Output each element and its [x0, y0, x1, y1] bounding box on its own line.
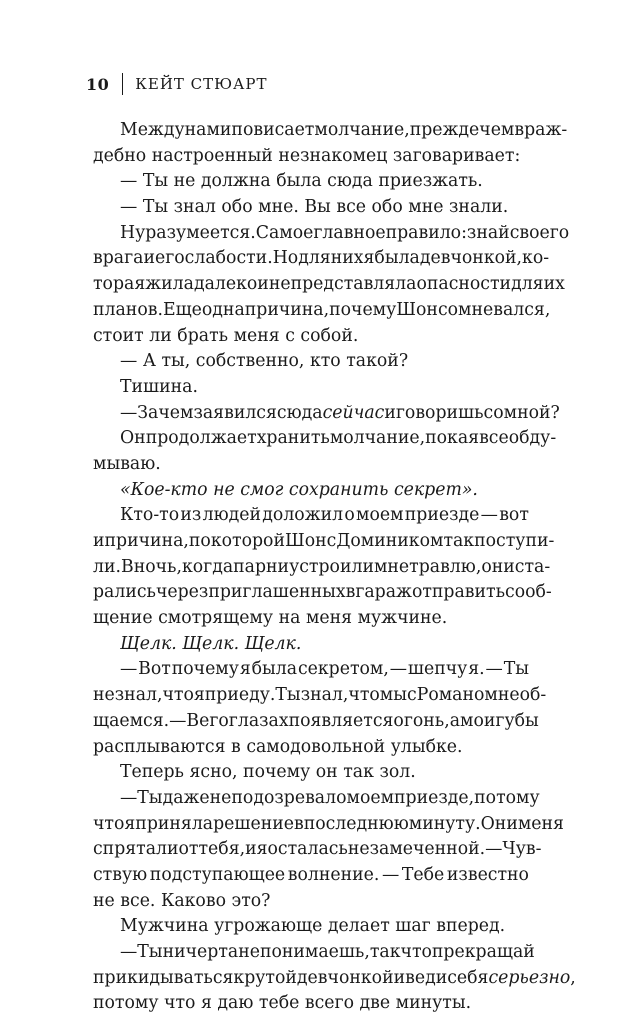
word: ствую — [93, 864, 148, 885]
text-line — [93, 709, 539, 735]
word: приезде, — [394, 787, 475, 808]
word: все — [336, 197, 366, 218]
word: я — [363, 248, 375, 269]
word: была — [251, 659, 298, 680]
word: Мужчина — [120, 916, 209, 937]
word: — — [120, 351, 138, 372]
word: Тебе — [401, 864, 445, 885]
text-line — [93, 683, 547, 709]
word: подступающее — [149, 864, 286, 885]
word: собственно, — [195, 351, 305, 372]
word: я — [239, 659, 251, 680]
word: о — [344, 505, 355, 526]
word: — — [485, 839, 503, 860]
word: его — [199, 710, 229, 731]
word: это? — [231, 890, 271, 911]
word: обо — [371, 197, 403, 218]
word: ясно, — [189, 762, 238, 783]
word: должна — [200, 171, 271, 192]
word: молчание, — [329, 428, 426, 449]
word: собой. — [300, 325, 359, 346]
word: щаемся. — [93, 710, 170, 731]
word: стоит — [93, 325, 144, 346]
word: сомневался, — [437, 299, 551, 320]
word: что — [400, 942, 432, 962]
word: В — [121, 556, 134, 577]
text-line — [93, 632, 529, 658]
word: далеко — [193, 274, 258, 295]
word: глазах — [228, 710, 289, 731]
word: они — [481, 556, 515, 577]
word: мне — [373, 556, 410, 577]
word: не — [213, 479, 235, 500]
word: Чув- — [502, 839, 542, 860]
word: Но — [272, 248, 299, 269]
word: я — [193, 685, 205, 706]
word: почему — [171, 659, 239, 680]
word: была — [276, 171, 322, 192]
word: сейчас — [322, 402, 385, 423]
page-number: 10 — [86, 74, 110, 94]
word: главное — [313, 222, 386, 243]
word: отправить — [411, 582, 506, 603]
word: вперед. — [436, 916, 506, 937]
word: всего — [304, 993, 354, 1014]
word: тебе — [258, 993, 300, 1014]
word: огонь, — [393, 710, 450, 731]
word: Еще — [162, 299, 202, 320]
word: черта — [185, 942, 239, 962]
word: ко- — [522, 248, 550, 269]
word: врага — [93, 248, 144, 269]
word: об- — [519, 685, 547, 706]
text-line — [93, 349, 529, 375]
text-line — [93, 837, 542, 863]
text-line — [93, 555, 551, 581]
word: враж- — [514, 120, 568, 140]
word: — — [485, 659, 503, 680]
word: сюда — [276, 402, 323, 423]
word: Каково — [160, 890, 226, 911]
text-line — [93, 863, 529, 889]
word: не — [93, 685, 115, 706]
word: тебя, — [198, 839, 246, 860]
word: доложил — [262, 505, 344, 526]
word: понимаешь, — [259, 942, 370, 962]
word: почему — [243, 762, 311, 783]
text-line — [93, 452, 529, 478]
word: их — [543, 274, 565, 295]
word: я. — [468, 659, 485, 680]
word: Ты — [137, 942, 163, 962]
word: не — [497, 685, 520, 706]
word: заговаривает: — [392, 145, 521, 166]
word: ли — [149, 325, 172, 346]
word: пока — [425, 428, 469, 449]
word: щение — [93, 608, 153, 629]
word: Ты — [137, 787, 163, 808]
word: торая — [93, 274, 146, 295]
word: — — [120, 197, 138, 218]
word: представляла — [290, 274, 417, 295]
author-name: КЕЙТ СТЮАРТ — [135, 75, 268, 93]
word: почему — [329, 299, 397, 320]
word: говоришь — [395, 402, 484, 423]
word: прикидываться — [93, 967, 234, 988]
word: была — [374, 248, 420, 269]
word: а — [449, 710, 461, 731]
word: А — [142, 351, 156, 372]
word: Ты — [503, 659, 529, 680]
word: своего — [509, 222, 570, 243]
word: прекращай — [431, 942, 535, 962]
word: шепчу — [407, 659, 468, 680]
text-line — [93, 246, 550, 272]
word: расплываются — [93, 736, 226, 757]
word: Ты — [142, 197, 169, 218]
word: Они — [480, 813, 518, 834]
word: что — [164, 993, 196, 1014]
word: мужчине. — [357, 608, 448, 629]
word: опасности — [416, 274, 512, 295]
word: правило: — [385, 222, 467, 243]
word: минуты. — [395, 993, 472, 1014]
word: минуту. — [408, 813, 481, 834]
text-line — [93, 529, 555, 555]
text-line — [93, 118, 568, 144]
word: Ты — [142, 171, 169, 192]
word: даю — [217, 993, 254, 1014]
word: «Кое-кто — [120, 479, 208, 500]
text-line — [93, 657, 529, 683]
word: знали. — [449, 197, 509, 218]
word: которой — [210, 531, 285, 551]
word: известно — [446, 864, 529, 885]
text-line — [93, 940, 535, 966]
word: парни — [233, 556, 290, 577]
word: в — [345, 582, 356, 603]
word: появляется — [288, 710, 394, 731]
word: он — [315, 762, 338, 783]
word: и — [93, 531, 105, 551]
word: незамеченной. — [347, 839, 486, 860]
word: я — [124, 813, 136, 834]
text-line — [93, 914, 529, 940]
word: меня — [517, 813, 564, 834]
word: крутой — [233, 967, 297, 988]
word: и — [245, 839, 257, 860]
word: секретом, — [297, 659, 389, 680]
word: секрет». — [393, 479, 478, 500]
word: приеду. — [204, 685, 276, 706]
word: Ну — [120, 222, 146, 243]
text-line — [93, 375, 529, 401]
word: слабости. — [184, 248, 273, 269]
word: по — [188, 531, 211, 551]
text-line — [93, 580, 552, 606]
word: решение — [213, 813, 294, 834]
word: ста- — [514, 556, 551, 577]
text-line — [93, 889, 529, 915]
word: все. — [120, 890, 156, 911]
word: , — [570, 967, 576, 988]
word: веди — [405, 967, 448, 988]
word: с — [407, 685, 417, 706]
word: — — [389, 659, 408, 680]
word: причина, — [104, 531, 189, 551]
text-line — [93, 606, 529, 632]
word: так — [443, 531, 475, 551]
word: его — [154, 248, 185, 269]
word: приезде — [404, 505, 480, 526]
text-line — [93, 298, 551, 324]
word: разумеется. — [145, 222, 256, 243]
word: от — [178, 839, 199, 860]
word: — — [120, 787, 138, 808]
body-text — [93, 118, 576, 1017]
word: заявился — [193, 402, 277, 423]
word: — — [120, 659, 138, 680]
word: так — [343, 762, 374, 783]
word: на — [278, 608, 301, 629]
word: жила — [145, 274, 194, 295]
word: Щелк. — [120, 633, 177, 654]
word: улыбке. — [390, 736, 463, 757]
word: Домиником — [336, 531, 444, 551]
word: молчание, — [314, 120, 410, 140]
word: не — [238, 942, 260, 962]
word: приезжать. — [378, 171, 483, 192]
word: мной? — [503, 402, 560, 423]
word: Теперь — [120, 762, 184, 783]
word: себя — [447, 967, 489, 988]
word: продолжает — [145, 428, 257, 449]
word: смог — [240, 479, 284, 500]
word: последнюю — [303, 813, 409, 834]
word: все — [479, 428, 509, 449]
word: подозревал — [231, 787, 337, 808]
word: потому — [93, 993, 159, 1014]
word: Щелк. — [182, 633, 240, 654]
word: вот — [499, 505, 529, 526]
word: Тишина. — [120, 376, 198, 397]
word: меня — [233, 325, 280, 346]
word: Ты — [275, 685, 301, 706]
word: сюда — [327, 171, 373, 192]
word: сооб- — [505, 582, 552, 603]
word: и — [384, 402, 396, 423]
text-line — [93, 221, 570, 247]
word: одна — [201, 299, 245, 320]
text-line — [93, 966, 576, 992]
word: смотрящему — [158, 608, 274, 629]
word: обду- — [508, 428, 557, 449]
word: рались — [93, 582, 156, 603]
word: и — [143, 248, 155, 269]
word: и — [257, 274, 269, 295]
text-line — [93, 786, 540, 812]
word: устроили — [289, 556, 374, 577]
word: Самое — [255, 222, 314, 243]
word: о — [336, 787, 347, 808]
text-line — [93, 401, 560, 427]
word: В — [186, 710, 200, 731]
word: брать — [177, 325, 229, 346]
word: волнение. — [287, 864, 380, 885]
word: незнакомец — [278, 145, 388, 166]
word: чем — [479, 120, 515, 140]
word: знай — [466, 222, 510, 243]
word: и — [393, 967, 406, 988]
word: моем — [356, 505, 404, 526]
word: — — [382, 864, 400, 885]
word: я — [256, 839, 268, 860]
word: них — [330, 248, 364, 269]
word: Шон — [396, 299, 438, 320]
word: сохранить — [288, 479, 389, 500]
word: — — [480, 505, 498, 526]
word: мне — [408, 197, 444, 218]
word: ночь, — [133, 556, 182, 577]
word: знал, — [300, 685, 349, 706]
text-line — [93, 503, 529, 529]
word: не — [173, 171, 196, 192]
text-line — [93, 991, 529, 1017]
word: гараж — [355, 582, 412, 603]
word: травлю, — [409, 556, 482, 577]
word: Романом — [416, 685, 498, 706]
word: планов. — [93, 299, 163, 320]
word: что — [162, 685, 194, 706]
text-line — [93, 144, 529, 170]
text-line — [93, 812, 564, 838]
word: я — [468, 428, 480, 449]
word: поступи- — [474, 531, 555, 551]
word: кто — [309, 351, 341, 372]
running-header — [86, 72, 268, 96]
word: хранить — [256, 428, 330, 449]
word: такой? — [346, 351, 409, 372]
text-line — [93, 478, 529, 504]
word: знал — [173, 197, 216, 218]
word: Он — [120, 428, 146, 449]
word: губы — [495, 710, 539, 731]
word: прежде — [409, 120, 480, 140]
word: что — [348, 685, 380, 706]
word: настроенный — [151, 145, 273, 166]
word: в — [231, 736, 241, 757]
word: в — [293, 813, 304, 834]
word: нами — [184, 120, 232, 140]
word: самодовольной — [246, 736, 386, 757]
text-line — [93, 169, 529, 195]
word: Шон — [284, 531, 327, 551]
word: приняла — [135, 813, 214, 834]
word: зол. — [379, 762, 416, 783]
word: делает — [327, 916, 390, 937]
word: потому — [474, 787, 540, 808]
word: не — [209, 787, 232, 808]
word: мываю. — [93, 453, 161, 474]
word: что — [93, 813, 125, 834]
word: серьезно — [488, 967, 571, 988]
word: угрожающе — [214, 916, 323, 937]
word: Кто-то — [120, 505, 180, 526]
word: — — [120, 171, 138, 192]
text-line — [93, 324, 529, 350]
word: моем — [346, 787, 395, 808]
text-line — [93, 426, 557, 452]
word: приглашенных — [208, 582, 346, 603]
word: так — [369, 942, 401, 962]
word: для — [298, 248, 331, 269]
word: из — [180, 505, 202, 526]
text-line — [93, 272, 565, 298]
word: меня — [305, 608, 353, 629]
word: Вы — [304, 197, 331, 218]
word: обо — [221, 197, 253, 218]
word: людей — [202, 505, 262, 526]
word: со — [483, 402, 504, 423]
word: мне. — [258, 197, 299, 218]
text-line — [93, 760, 529, 786]
word: Вот — [138, 659, 171, 680]
word: не — [93, 890, 115, 911]
word: осталась — [267, 839, 348, 860]
word: Зачем — [137, 402, 194, 423]
word: дебно — [93, 145, 147, 166]
word: не — [268, 274, 291, 295]
word: для — [511, 274, 544, 295]
word: шаг — [395, 916, 431, 937]
header-divider — [122, 73, 123, 95]
word: с — [326, 531, 337, 551]
word: ни — [162, 942, 186, 962]
word: даже — [162, 787, 210, 808]
word: — — [169, 710, 187, 731]
text-line — [93, 735, 529, 761]
word: мы — [379, 685, 407, 706]
word: когда — [181, 556, 234, 577]
word: я — [200, 993, 212, 1014]
word: — — [120, 942, 138, 962]
word: повисает — [231, 120, 315, 140]
word: причина, — [244, 299, 330, 320]
word: девчонкой, — [419, 248, 523, 269]
word: мои — [460, 710, 496, 731]
word: через — [155, 582, 209, 603]
word: Между — [120, 120, 185, 140]
word: спрятали — [93, 839, 179, 860]
word: знал, — [114, 685, 163, 706]
word: ты, — [161, 351, 191, 372]
word: две — [359, 993, 391, 1014]
word: девчонкой — [296, 967, 394, 988]
word: ли. — [93, 556, 121, 577]
word: — — [120, 402, 138, 423]
word: Щелк. — [244, 633, 302, 654]
text-line — [93, 195, 529, 221]
word: с — [285, 325, 295, 346]
